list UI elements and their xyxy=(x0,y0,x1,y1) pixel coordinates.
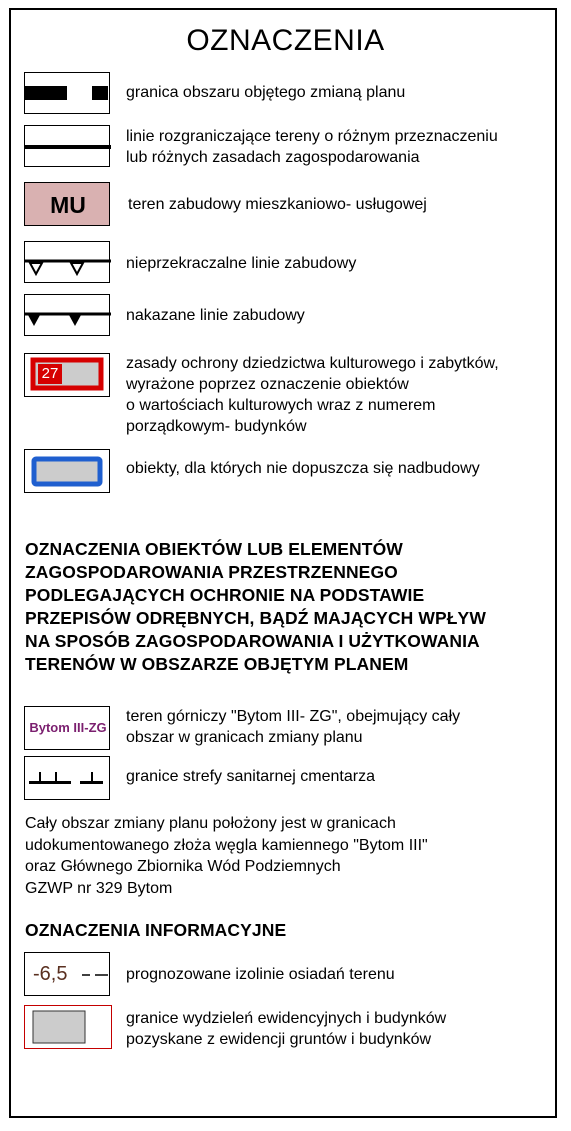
legend-label-plan-boundary: granica obszaru objętego zmianą planu xyxy=(126,84,406,101)
monument-number: 27 xyxy=(41,365,59,382)
open-triangle-line-icon xyxy=(24,241,110,283)
legend-label-mining-area: teren górniczy "Bytom III- ZG", obejmujący cały obszar w granicach zmiany planu xyxy=(126,708,461,746)
mining-area-icon xyxy=(24,706,110,750)
monument-numbered-icon xyxy=(24,353,110,397)
mining-area-code: Bytom III-ZG xyxy=(29,720,107,735)
legend-label-mandatory-lines: nakazane linie zabudowy xyxy=(126,307,305,324)
protected-objects-heading: OZNACZENIA OBIEKTÓW LUB ELEMENTÓW ZAGOSPODAROWANIA PRZESTRZENNEGO PODLEGAJĄCYCH OCHRONIE NA PODSTAWIE PRZEPISÓW ODRĘBNYCH, BĄDŹ MAJĄCYCH WPŁYW NA SPOSÓB ZAGOSPODAROWANIA I UŻYTKOWANIA TERENÓW W OBSZARZE OBJĘTYM PLANEM xyxy=(25,539,486,674)
filled-triangle-line-icon xyxy=(24,294,110,336)
isoline-value: -6,5 xyxy=(33,963,68,985)
mu-zone-code: MU xyxy=(50,192,86,218)
mu-zone-icon xyxy=(24,182,110,226)
legend-label-non-exceedable-lines: nieprzekraczalne linie zabudowy xyxy=(126,255,357,272)
legend-title: OZNACZENIA xyxy=(186,24,385,57)
informational-heading: OZNACZENIA INFORMACYJNE xyxy=(25,920,287,940)
legend-label-mu-zone: teren zabudowy mieszkaniowo- usługowej xyxy=(128,196,427,213)
subsidence-isoline-icon xyxy=(24,952,110,996)
legend-label-cemetery-zone: granice strefy sanitarnej cmentarza xyxy=(126,768,375,785)
legend-label-cultural-heritage: zasady ochrony dziedzictwa kulturowego i zabytków, wyrażone poprzez oznaczenie obiektów o wartościach kulturowych wraz z numerem porządkowym- budynków xyxy=(126,355,499,435)
dashed-thick-boundary-icon xyxy=(24,72,110,114)
legend-label-parcel-boundaries: granice wydzieleń ewidencyjnych i budynków pozyskane z ewidencji gruntów i budynków xyxy=(126,1010,447,1048)
coal-deposit-note: Cały obszar zmiany planu położony jest w granicach udokumentowanego złoża węgla kamiennego "Bytom III" oraz Głównego Zbiornika Wód Podziemnych GZWP nr 329 Bytom xyxy=(25,815,428,897)
solid-line-icon xyxy=(24,125,110,167)
legend-label-no-superstructure: obiekty, dla których nie dopuszcza się nadbudowy xyxy=(126,460,480,477)
legend-label-subsidence-isolines: prognozowane izolinie osiadań terenu xyxy=(126,966,395,983)
blue-frame-icon xyxy=(24,449,110,493)
cemetery-zone-boundary-icon xyxy=(24,756,110,800)
parcel-building-boundary-icon xyxy=(24,1005,112,1049)
legend-label-dividing-lines: linie rozgraniczające tereny o różnym przeznaczeniu lub różnych zasadach zagospodarowania xyxy=(126,128,498,166)
